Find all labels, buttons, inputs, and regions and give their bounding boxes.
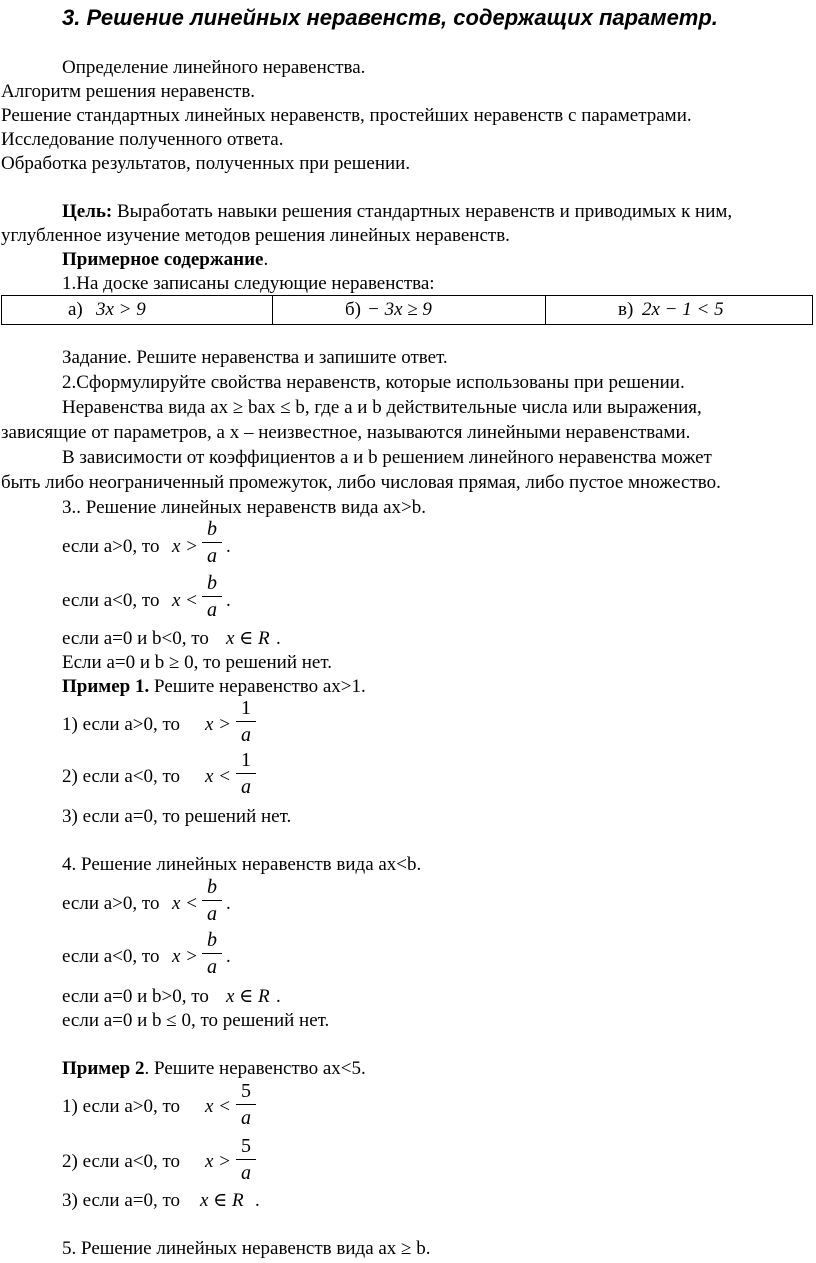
example-math: x < (205, 766, 232, 787)
example-line: 3) если а=0, то решений нет. (62, 806, 292, 827)
example-line: 2) если а<0, то (62, 1151, 181, 1172)
goal-line (62, 201, 732, 223)
outline-item: Определение линейного неравенства. (62, 57, 366, 78)
fraction-5-over-a: 5 a (236, 1080, 256, 1129)
outline-item: Исследование полученного ответа. (1, 129, 284, 150)
case-math: x < (172, 590, 199, 611)
case-text: если а>0, то (62, 536, 160, 557)
example-line: 1) если а>0, то (62, 714, 181, 735)
task-line: Задание. Решите неравенства и запишите ответ. (62, 347, 448, 368)
goal-label: Цель: (62, 201, 113, 222)
fraction-b-over-a: b a (202, 518, 222, 567)
case-math: x > (172, 536, 199, 557)
case-math: x ∈ R (226, 986, 270, 1007)
section-5-heading: 5. Решение линейных неравенств вида ax ≥ b. (62, 1238, 431, 1259)
example-line: 3) если а=0, то (62, 1190, 181, 1211)
section-4-heading: 4. Решение линейных неравенств вида ax<b. (62, 854, 422, 875)
inequalities-table (1, 295, 813, 325)
case-math: x < (172, 893, 199, 914)
example-math: x ∈ R (200, 1190, 244, 1211)
dependence-line: В зависимости от коэффициентов а и b решением линейного неравенства может (62, 447, 712, 468)
definition-line: зависящие от параметров, а х – неизвестное, называются линейными неравенствами. (1, 422, 691, 443)
fraction-b-over-a: b a (202, 876, 222, 925)
outline-item: Алгоритм решения неравенств. (1, 81, 256, 102)
example-1-heading: Пример 1. Решите неравенство ах>1. (62, 676, 366, 697)
case-text: если а=0 и b>0, то (62, 986, 209, 1007)
inequality-cell: в) 2x − 1 < 5 (546, 296, 813, 325)
example-line: 1) если а>0, то (62, 1096, 181, 1117)
page-title: 3. Решение линейных неравенств, содержащих параметр. (62, 5, 718, 30)
example-line: 2) если а<0, то (62, 766, 181, 787)
goal-line-2: углубленное изучение методов решения линейных неравенств. (1, 225, 510, 246)
fraction-b-over-a: b a (202, 572, 222, 621)
fraction-1-over-a: 1 a (236, 697, 256, 746)
board-line: 1.На доске записаны следующие неравенства: (62, 273, 435, 294)
case-text: если а<0, то (62, 946, 160, 967)
case-text: если а<0, то (62, 590, 160, 611)
section-3-heading: 3.. Решение линейных неравенств вида ax>b. (62, 497, 427, 518)
case-math: x > (172, 946, 199, 967)
definition-line: Неравенства вида ax ≥ bax ≤ b, где а и b действительные числа или выражения, (62, 397, 702, 418)
dependence-line: быть либо неограниченный промежуток, либо числовая прямая, либо пустое множество. (1, 472, 721, 493)
example-2-heading: Пример 2. Решите неравенство ах<5. (62, 1058, 366, 1079)
case-text: если а>0, то (62, 893, 160, 914)
outline-item: Решение стандартных линейных неравенств, простейших неравенств с параметрами. (1, 105, 692, 126)
fraction-5-over-a: 5 a (236, 1135, 256, 1184)
example-math: x > (205, 714, 232, 735)
inequality-cell: б) − 3x ≥ 9 (273, 296, 546, 325)
item-2: 2.Сформулируйте свойства неравенств, которые использованы при решении. (62, 372, 685, 393)
inequality-cell: а) 3x > 9 (2, 296, 273, 325)
example-math: x > (205, 1151, 232, 1172)
content-heading: Примерное содержание. (62, 249, 269, 270)
goal-text: Выработать навыки решения стандартных неравенств и приводимых к ним, (112, 201, 733, 222)
case-text: если а=0 и b ≤ 0, то решений нет. (62, 1010, 330, 1031)
case-math: x ∈ R (226, 628, 270, 649)
case-text: Если а=0 и b ≥ 0, то решений нет. (62, 652, 332, 673)
fraction-b-over-a: b a (202, 929, 222, 978)
example-math: x < (205, 1096, 232, 1117)
fraction-1-over-a: 1 a (236, 749, 256, 798)
outline-item: Обработка результатов, полученных при решении. (1, 153, 411, 174)
case-text: если а=0 и b<0, то (62, 628, 209, 649)
